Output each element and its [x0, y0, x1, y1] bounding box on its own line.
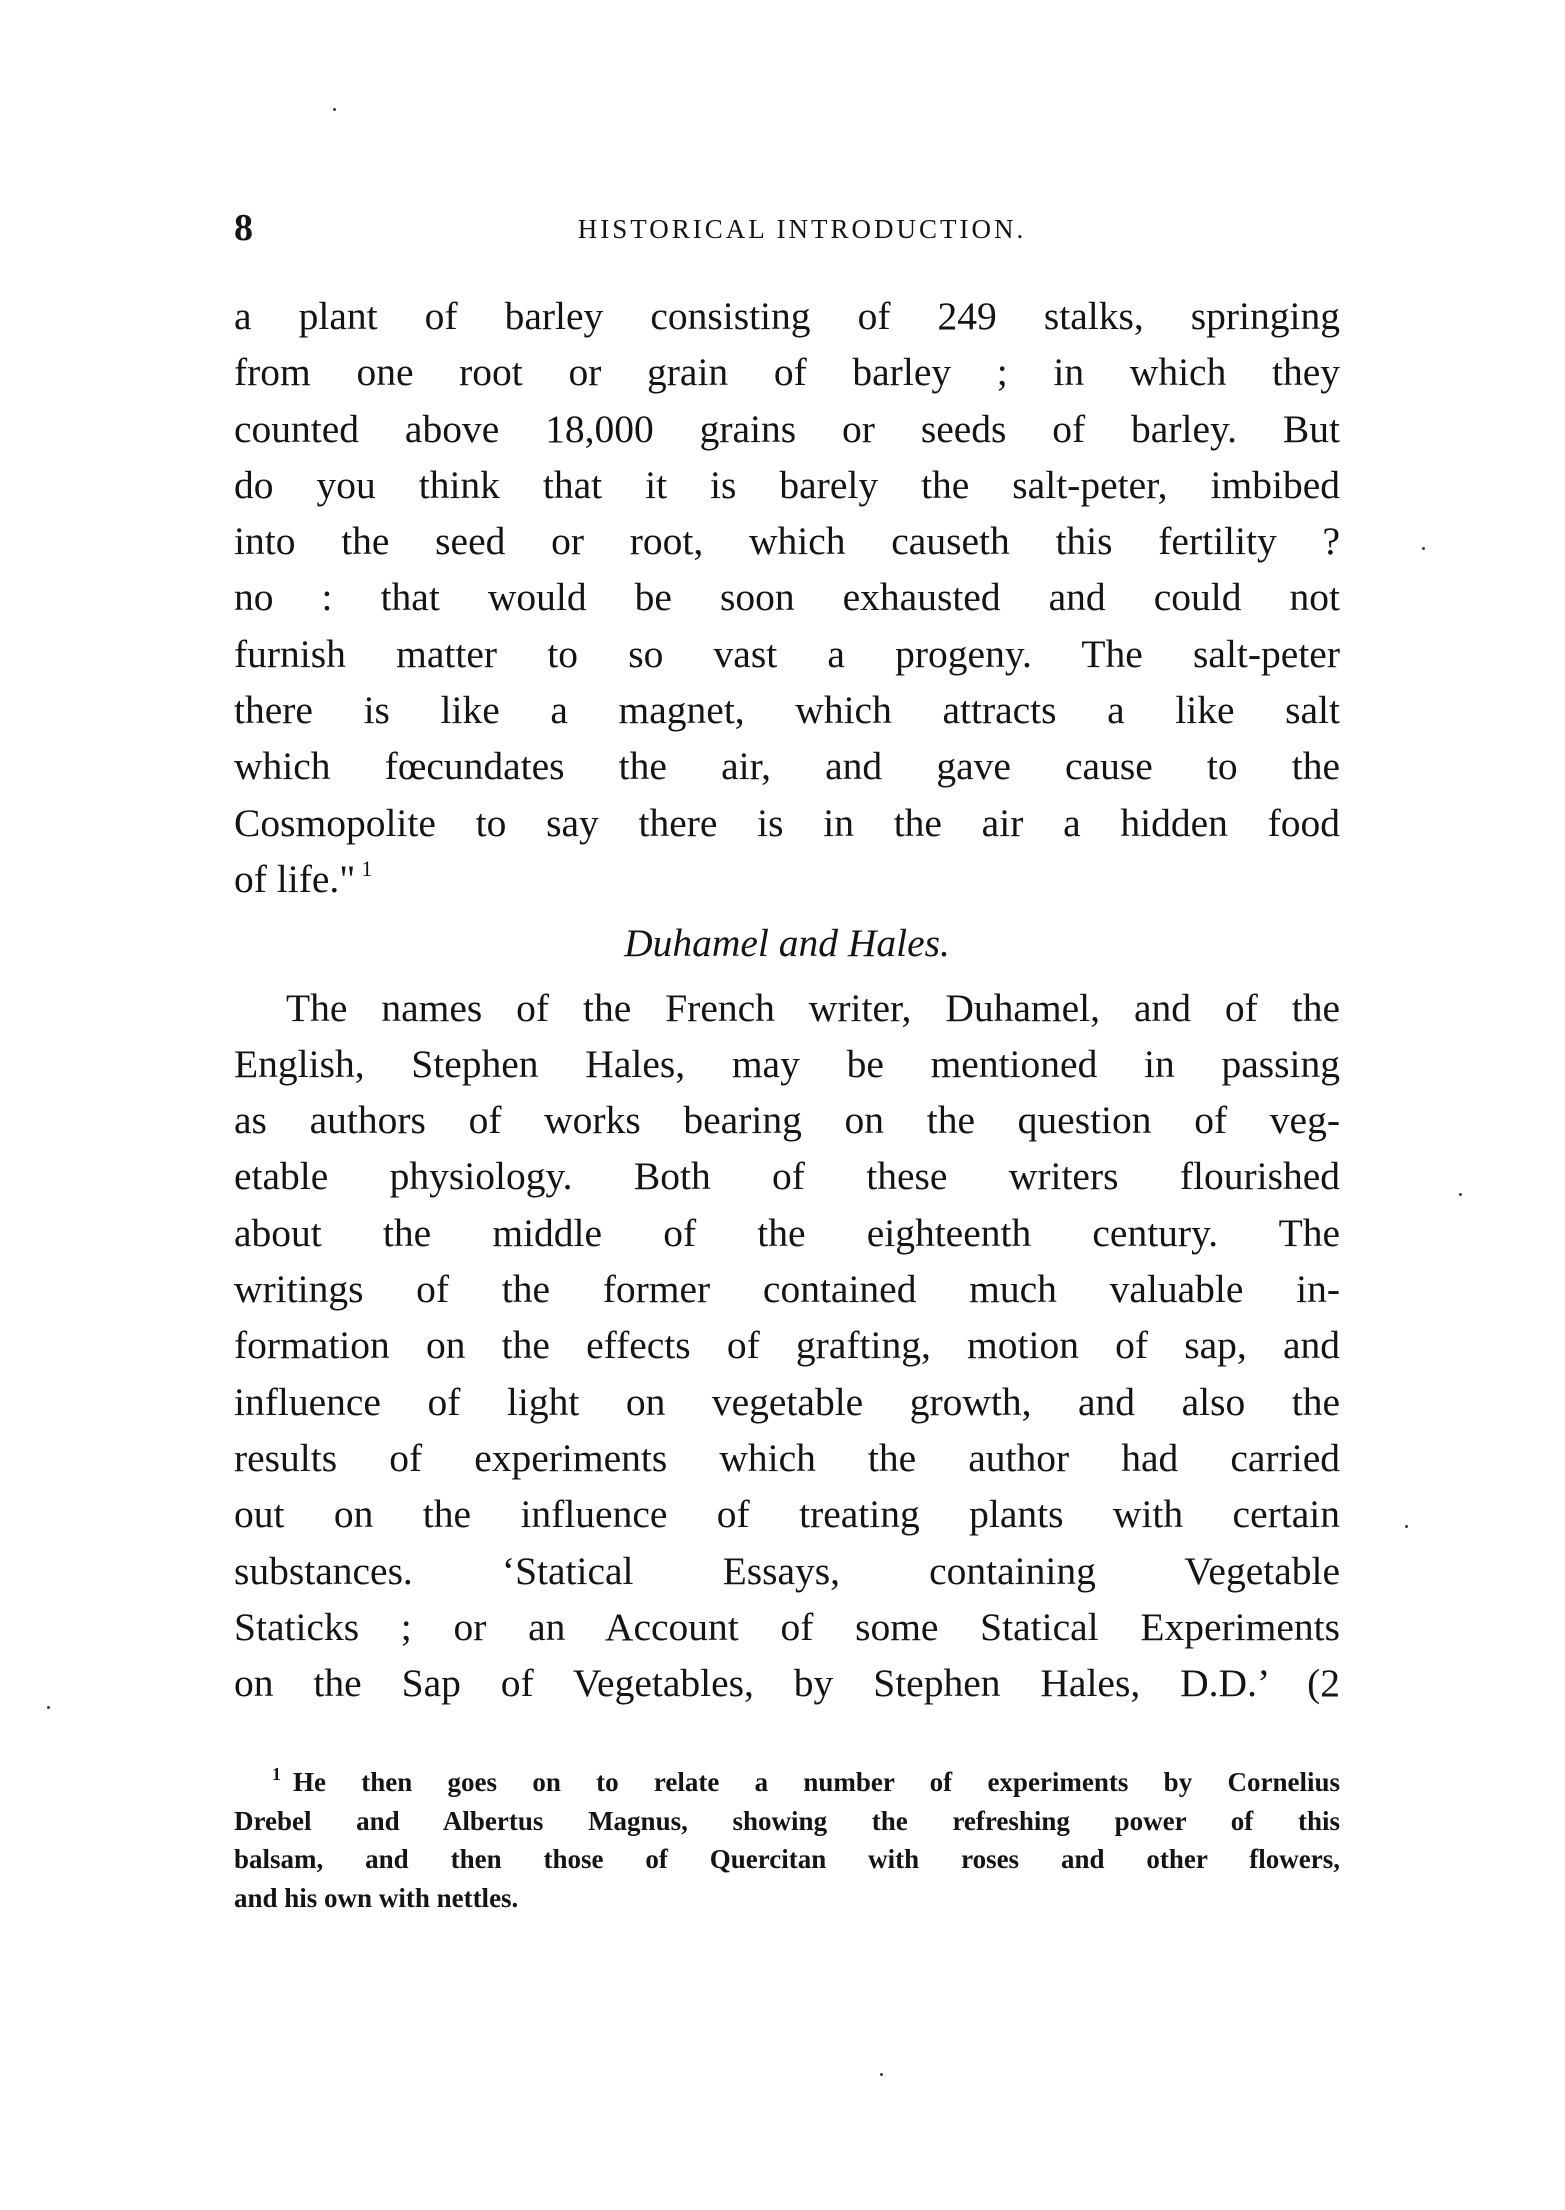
text-line: which fœcundates the air, and gave cause to the: [234, 744, 1340, 789]
text-line: English, Stephen Hales, may be mentioned in passing: [234, 1041, 1340, 1086]
footnote-mark: 1: [272, 1764, 281, 1784]
text-line: etable physiology. Both of these writers flourished: [234, 1154, 1340, 1199]
paragraph-end-text: of life.": [234, 856, 356, 901]
text-line: no : that would be soon exhausted and could not: [234, 575, 1340, 620]
paper-speck: [1422, 547, 1425, 550]
text-line: The names of the French writer, Duhamel, and of the: [286, 985, 1340, 1030]
text-line: from one root or grain of barley ; in which they: [234, 350, 1340, 395]
page-header: [234, 203, 1340, 263]
text-line: out on the influence of treating plants with certain: [234, 1492, 1340, 1537]
paragraph-continued: [234, 288, 1340, 907]
footnote-reference: 1: [361, 855, 373, 881]
text-line: about the middle of the eighteenth century. The: [234, 1210, 1340, 1255]
footnote-line: [234, 1763, 1340, 1802]
text-line: counted above 18,000 grains or seeds of barley. But: [234, 406, 1340, 451]
paper-speck: [333, 108, 336, 111]
text-line: results of experiments which the author had carried: [234, 1435, 1340, 1480]
text-line: Staticks ; or an Account of some Statical Experiments: [234, 1604, 1340, 1649]
section-heading: Duhamel and Hales.: [624, 921, 950, 966]
main-text: [234, 288, 1340, 1711]
paper-speck: [880, 2073, 883, 2076]
paper-speck: [1405, 1525, 1408, 1528]
text-line-last: [234, 851, 1340, 907]
text-line: influence of light on vegetable growth, and also the: [234, 1379, 1340, 1424]
footnote-block: [234, 1763, 1340, 1917]
paper-speck: [47, 1706, 50, 1709]
footnote-line: and his own with nettles.: [234, 1882, 519, 1913]
text-line: do you think that it is barely the salt-peter, imbibed: [234, 462, 1340, 507]
paper-speck: [1459, 1193, 1462, 1196]
paragraph-duhamel-hales: [234, 980, 1340, 1712]
footnote-line: balsam, and then those of Quercitan with roses and other flowers,: [234, 1844, 1340, 1874]
running-head: HISTORICAL INTRODUCTION.: [577, 214, 1027, 244]
text-line: there is like a magnet, which attracts a like salt: [234, 688, 1340, 733]
text-line: as authors of works bearing on the question of veg-: [234, 1098, 1340, 1143]
text-line: a plant of barley consisting of 249 stalks, springing: [234, 294, 1340, 338]
text-line: into the seed or root, which causeth this fertility ?: [234, 519, 1340, 564]
page-number: 8: [234, 207, 253, 249]
footnote-text: He then goes on to relate a number of experiments by Cornelius: [293, 1767, 1340, 1797]
text-line: on the Sap of Vegetables, by Stephen Hales, D.D.’ (2: [234, 1661, 1340, 1706]
text-line: substances. ‘Statical Essays, containing Vegetable: [234, 1548, 1340, 1593]
text-line: formation on the effects of grafting, motion of sap, and: [234, 1323, 1340, 1368]
text-line: Cosmopolite to say there is in the air a hidden food: [234, 800, 1340, 845]
text-line: writings of the former contained much valuable in-: [234, 1267, 1340, 1312]
footnote-line: Drebel and Albertus Magnus, showing the refreshing power of this: [234, 1805, 1340, 1836]
text-line: furnish matter to so vast a progeny. The salt-peter: [234, 631, 1340, 676]
